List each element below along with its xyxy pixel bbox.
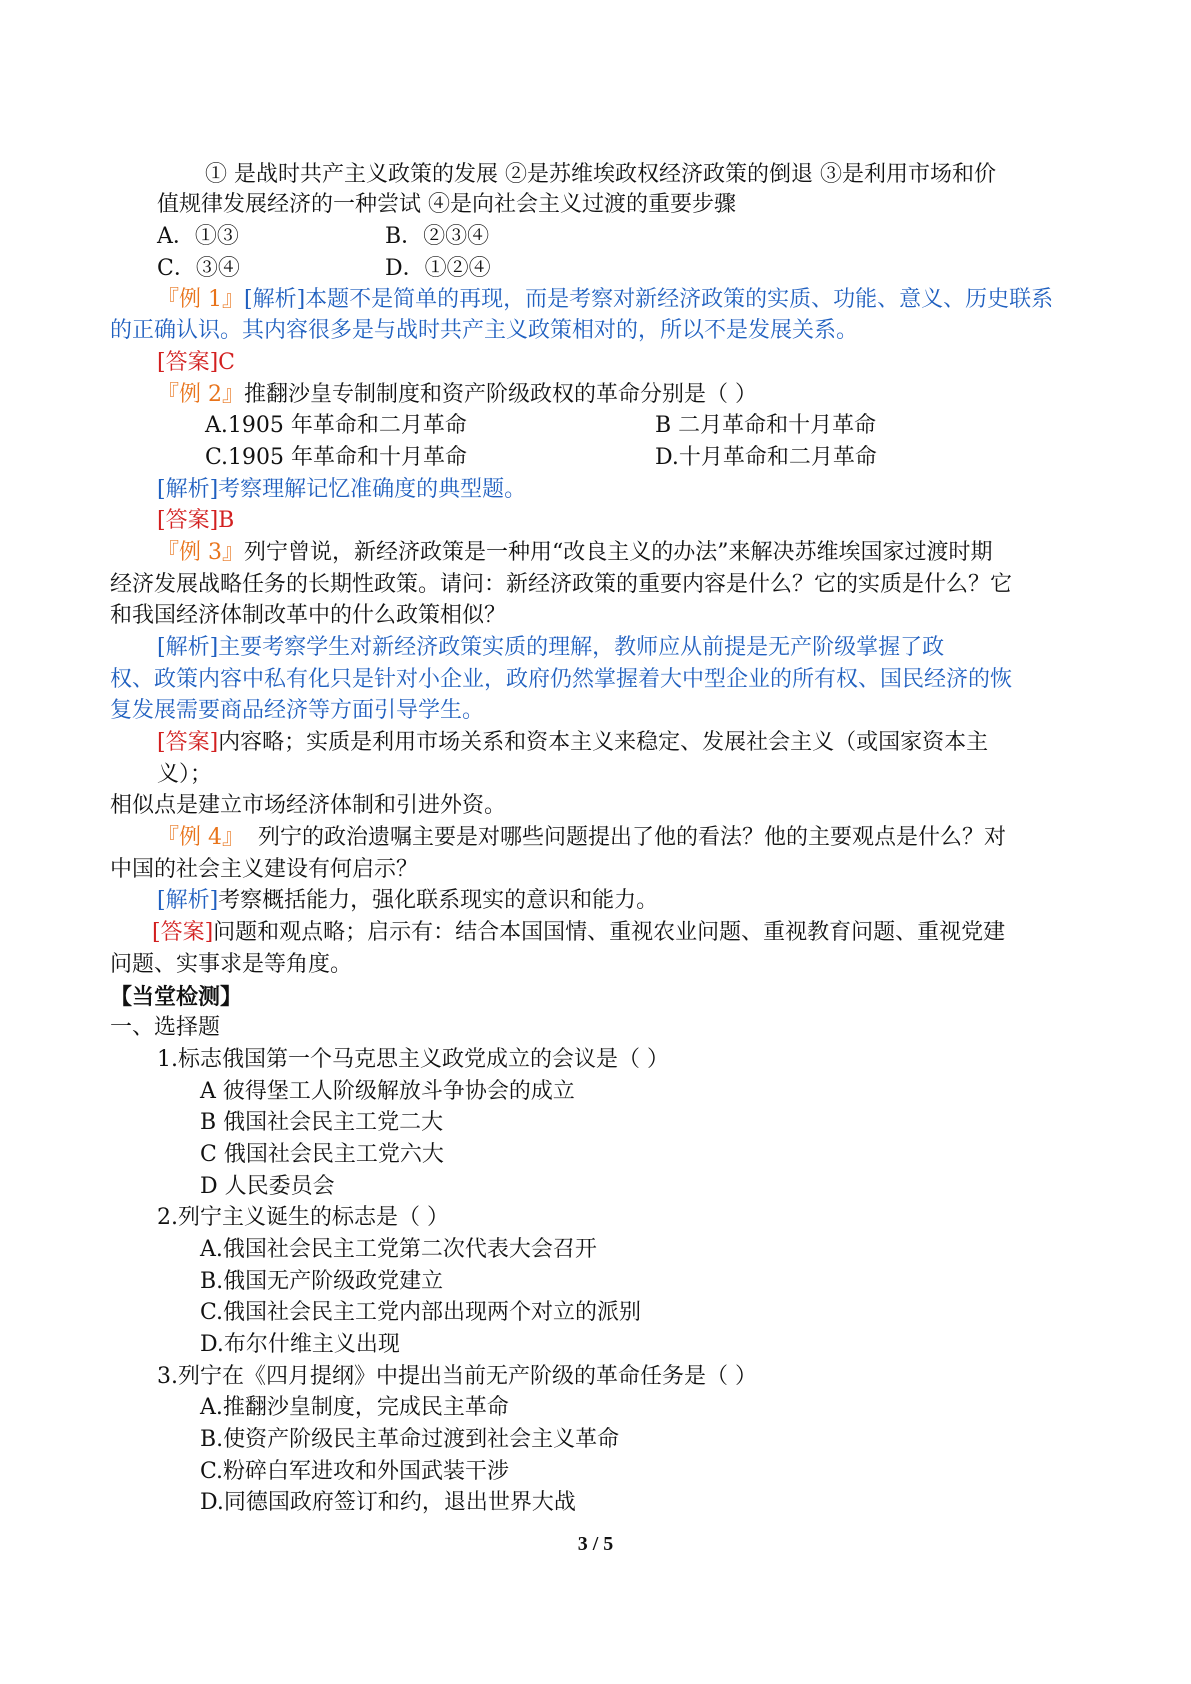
- section-subheading: 一、选择题: [110, 1015, 221, 1040]
- option-b: B 二月革命和十月革命: [655, 413, 877, 438]
- analysis-tag: [解析]: [157, 635, 219, 660]
- q1-option: C 俄国社会民主工党六大: [200, 1142, 444, 1167]
- option-a: A．①③: [157, 224, 239, 249]
- answer-tag: [答案]: [152, 920, 214, 945]
- q3-option: D.同德国政府签订和约，退出世界大战: [200, 1490, 576, 1515]
- analysis-text: 本题不是简单的再现，而是考察对新经济政策的实质、功能、意义、历史联系: [305, 287, 1054, 312]
- answer-text: 义）；: [157, 762, 213, 787]
- q3-option: C.粉碎白军进攻和外国武装干涉: [200, 1459, 510, 1484]
- example-4-analysis: [157, 886, 658, 916]
- q2-option: D.布尔什维主义出现: [200, 1332, 400, 1357]
- answer-text: 问题、实事求是等角度。: [110, 952, 353, 977]
- analysis-text: 复发展需要商品经济等方面引导学生。: [110, 698, 485, 723]
- question-text: 中国的社会主义建设有何启示？: [110, 857, 419, 882]
- statement-line: ① 是战时共产主义政策的发展 ②是苏维埃政权经济政策的倒退 ③是利用市场和价: [205, 162, 996, 187]
- example-4-answer: [152, 918, 1005, 948]
- option-c: C.1905 年革命和十月革命: [205, 445, 468, 470]
- answer-tag: [答案]: [157, 730, 219, 755]
- example-2-tag: 『例 2』: [157, 382, 244, 407]
- section-heading: 【当堂检测】: [110, 984, 243, 1010]
- analysis-text: 考察概括能力，强化联系现实的意识和能力。: [218, 888, 659, 913]
- q2-option: B.俄国无产阶级政党建立: [200, 1269, 444, 1294]
- analysis-text: 主要考察学生对新经济政策实质的理解，教师应从前提是无产阶级掌握了政: [218, 635, 945, 660]
- option-d: D．①②④: [385, 256, 491, 281]
- q1-option: A 彼得堡工人阶级解放斗争协会的成立: [200, 1079, 575, 1104]
- question-text: 经济发展战略任务的长期性政策。请问：新经济政策的重要内容是什么？它的实质是什么？它: [110, 572, 1013, 597]
- example-3-analysis: [157, 633, 944, 663]
- answer-text: 问题和观点略；启示有：结合本国国情、重视农业问题、重视教育问题、重视党建: [213, 920, 1006, 945]
- answer-text: B: [218, 508, 235, 533]
- answer-text: 内容略；实质是利用市场关系和资本主义来稳定、发展社会主义（或国家资本主: [218, 730, 989, 755]
- option-d: D.十月革命和二月革命: [655, 445, 877, 470]
- example-4-question: [157, 823, 1006, 853]
- example-3-answer: [157, 728, 988, 758]
- analysis-text: 考察理解记忆准确度的典型题。: [218, 477, 527, 502]
- q3-option: B.使资产阶级民主革命过渡到社会主义革命: [200, 1427, 620, 1452]
- q2-option: A.俄国社会民主工党第二次代表大会召开: [200, 1237, 597, 1262]
- example-1-answer: [157, 348, 235, 378]
- q3-option: A.推翻沙皇制度，完成民主革命: [200, 1395, 509, 1420]
- analysis-tag: [解析]: [157, 888, 219, 913]
- question-1: 1.标志俄国第一个马克思主义政党成立的会议是（ ）: [157, 1047, 669, 1072]
- statement-line: 值规律发展经济的一种尝试 ④是向社会主义过渡的重要步骤: [157, 192, 736, 217]
- option-c: C．③④: [157, 256, 240, 281]
- question-3: 3.列宁在《四月提纲》中提出当前无产阶级的革命任务是（ ）: [157, 1364, 757, 1389]
- analysis-text: 的正确认识。其内容很多是与战时共产主义政策相对的，所以不是发展关系。: [110, 318, 859, 343]
- option-b: B．②③④: [385, 224, 490, 249]
- analysis-tag: [解析]: [244, 287, 306, 312]
- example-3-tag: 『例 3』: [157, 540, 244, 565]
- answer-text: C: [218, 350, 236, 375]
- example-1-tag: 『例 1』: [157, 287, 244, 312]
- example-3-question: [157, 538, 993, 568]
- question-2: 2.列宁主义诞生的标志是（ ）: [157, 1205, 449, 1230]
- example-4-tag: 『例 4』: [157, 825, 244, 850]
- page-number: 3 / 5: [577, 1533, 614, 1555]
- question-text: 和我国经济体制改革中的什么政策相似？: [110, 603, 507, 628]
- q1-option: D 人民委员会: [200, 1174, 335, 1199]
- answer-tag: [答案]: [157, 508, 219, 533]
- q1-option: B 俄国社会民主工党二大: [200, 1110, 444, 1135]
- example-2-analysis: [157, 475, 526, 505]
- question-text: 推翻沙皇专制制度和资产阶级政权的革命分别是（ ）: [244, 382, 757, 407]
- example-1-analysis: [157, 285, 1053, 315]
- answer-tag: [答案]: [157, 350, 219, 375]
- example-2-question: [157, 380, 757, 410]
- option-a: A.1905 年革命和二月革命: [205, 413, 467, 438]
- answer-text: 相似点是建立市场经济体制和引进外资。: [110, 793, 507, 818]
- question-text: 列宁曾说，新经济政策是一种用“改良主义的办法”来解决苏维埃国家过渡时期: [244, 540, 993, 565]
- analysis-tag: [解析]: [157, 477, 219, 502]
- question-text: 列宁的政治遗嘱主要是对哪些问题提出了他的看法？他的主要观点是什么？对: [244, 825, 1006, 850]
- analysis-text: 权、政策内容中私有化只是针对小企业，政府仍然掌握着大中型企业的所有权、国民经济的恢: [110, 667, 1013, 692]
- example-2-answer: [157, 506, 234, 536]
- q2-option: C.俄国社会民主工党内部出现两个对立的派别: [200, 1300, 642, 1325]
